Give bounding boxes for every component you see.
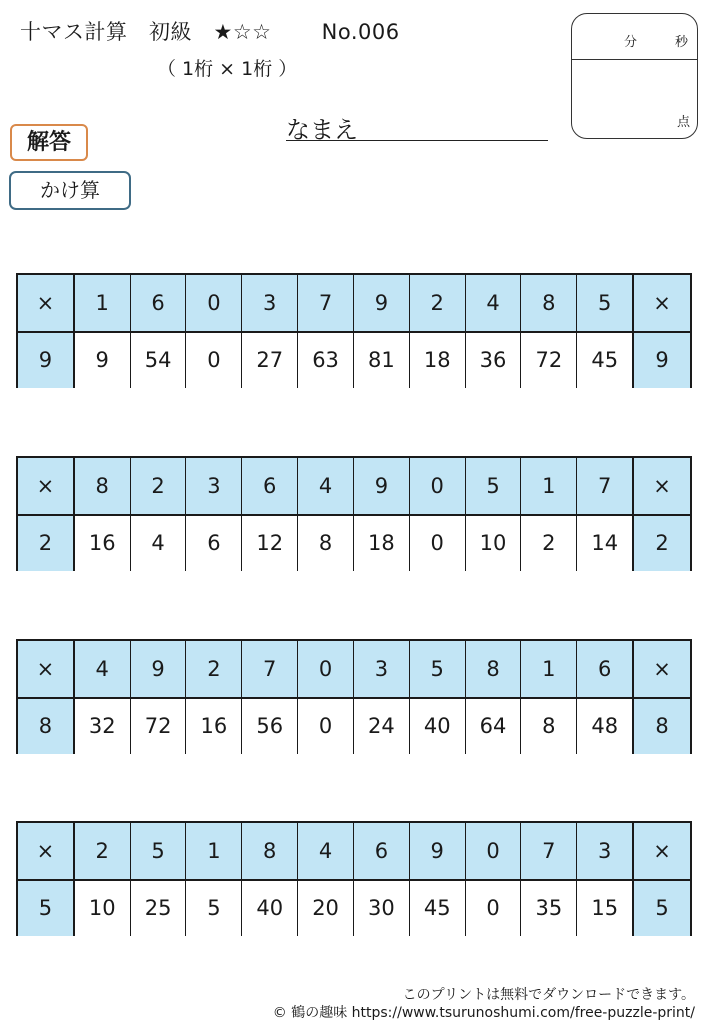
multiplication-grid-1 (16, 273, 692, 388)
answer-row (18, 699, 690, 754)
answer-cell: 2 (521, 516, 577, 571)
answer-cell: 20 (298, 881, 354, 936)
name-label: なまえ (286, 116, 358, 144)
answer-cell: 0 (298, 699, 354, 754)
answer-cell: 36 (466, 333, 522, 388)
worksheet-subtitle: （ 1桁 × 1桁 ） (157, 58, 298, 80)
answer-cell: 0 (186, 333, 242, 388)
header-number: 9 (410, 823, 466, 879)
seconds-label: 秒 (675, 35, 689, 50)
answer-cell: 45 (410, 881, 466, 936)
answer-cell: 14 (577, 516, 633, 571)
multiplier: 2 (18, 516, 75, 571)
footer-copyright-link[interactable]: © 鶴の趣味 https://www.tsurunoshumi.com/free-puzzle-print/ (272, 1005, 695, 1021)
header-number: 3 (577, 823, 633, 879)
header-row (18, 823, 690, 881)
points-label: 点 (677, 115, 691, 130)
header-number: 3 (186, 458, 242, 514)
answer-cell: 40 (410, 699, 466, 754)
header-number: 8 (75, 458, 131, 514)
header-number: 7 (521, 823, 577, 879)
multiply-symbol: × (633, 275, 690, 331)
answer-cell: 8 (521, 699, 577, 754)
header-number: 7 (242, 641, 298, 697)
answer-cell: 35 (521, 881, 577, 936)
multiplication-grid-2 (16, 456, 692, 571)
multiplier: 9 (18, 333, 75, 388)
multiply-symbol: × (633, 641, 690, 697)
answer-cell: 63 (298, 333, 354, 388)
answer-cell: 12 (242, 516, 298, 571)
answer-row (18, 881, 690, 936)
answer-cell: 16 (186, 699, 242, 754)
answer-cell: 18 (410, 333, 466, 388)
header-number: 5 (410, 641, 466, 697)
answer-cell: 10 (466, 516, 522, 571)
header-number: 6 (577, 641, 633, 697)
header-number: 0 (298, 641, 354, 697)
header-number: 0 (466, 823, 522, 879)
header-number: 2 (75, 823, 131, 879)
answer-row (18, 333, 690, 388)
header-number: 5 (577, 275, 633, 331)
answer-cell: 0 (466, 881, 522, 936)
header-row (18, 641, 690, 699)
answer-cell: 5 (186, 881, 242, 936)
multiply-symbol: × (633, 823, 690, 879)
answer-cell: 0 (410, 516, 466, 571)
minutes-label: 分 (624, 35, 638, 50)
answer-cell: 54 (131, 333, 187, 388)
answer-cell: 25 (131, 881, 187, 936)
header-number: 6 (131, 275, 187, 331)
header-number: 4 (298, 458, 354, 514)
multiplier: 2 (633, 516, 690, 571)
answer-cell: 8 (298, 516, 354, 571)
answer-cell: 4 (131, 516, 187, 571)
header-number: 2 (410, 275, 466, 331)
header-number: 8 (466, 641, 522, 697)
header-number: 4 (298, 823, 354, 879)
header-number: 2 (131, 458, 187, 514)
answer-cell: 15 (577, 881, 633, 936)
header-number: 2 (186, 641, 242, 697)
answer-cell: 27 (242, 333, 298, 388)
multiply-symbol: × (18, 641, 75, 697)
answer-cell: 81 (354, 333, 410, 388)
name-input-line[interactable] (286, 140, 548, 141)
header-number: 4 (466, 275, 522, 331)
answer-cell: 40 (242, 881, 298, 936)
header-number: 6 (242, 458, 298, 514)
header-number: 1 (186, 823, 242, 879)
header-number: 9 (131, 641, 187, 697)
multiplier: 8 (633, 699, 690, 754)
header-row (18, 458, 690, 516)
answer-cell: 18 (354, 516, 410, 571)
header-number: 8 (521, 275, 577, 331)
header-number: 4 (75, 641, 131, 697)
answer-cell: 9 (75, 333, 131, 388)
header-number: 1 (521, 458, 577, 514)
header-number: 3 (242, 275, 298, 331)
answer-cell: 30 (354, 881, 410, 936)
multiply-symbol: × (18, 275, 75, 331)
multiplier: 9 (633, 333, 690, 388)
answer-cell: 64 (466, 699, 522, 754)
category-badge: かけ算 (9, 171, 131, 210)
header-number: 6 (354, 823, 410, 879)
answer-cell: 45 (577, 333, 633, 388)
answer-cell: 16 (75, 516, 131, 571)
header-number: 0 (186, 275, 242, 331)
header-number: 5 (466, 458, 522, 514)
multiply-symbol: × (633, 458, 690, 514)
answer-cell: 24 (354, 699, 410, 754)
answer-cell: 6 (186, 516, 242, 571)
answer-cell: 10 (75, 881, 131, 936)
header-number: 5 (131, 823, 187, 879)
header-number: 7 (298, 275, 354, 331)
multiplier: 5 (18, 881, 75, 936)
header-number: 8 (242, 823, 298, 879)
multiply-symbol: × (18, 458, 75, 514)
header-number: 9 (354, 458, 410, 514)
header-number: 7 (577, 458, 633, 514)
header-number: 1 (521, 641, 577, 697)
header-number: 0 (410, 458, 466, 514)
answer-cell: 32 (75, 699, 131, 754)
multiply-symbol: × (18, 823, 75, 879)
answer-row (18, 516, 690, 571)
multiplier: 5 (633, 881, 690, 936)
header-row (18, 275, 690, 333)
multiplication-grid-4 (16, 821, 692, 936)
answer-badge: 解答 (10, 124, 88, 161)
score-divider (572, 59, 697, 60)
header-number: 1 (75, 275, 131, 331)
score-box (571, 13, 698, 139)
multiplication-grid-3 (16, 639, 692, 754)
answer-cell: 48 (577, 699, 633, 754)
footer-notice: このプリントは無料でダウンロードできます。 (402, 987, 695, 1003)
answer-cell: 56 (242, 699, 298, 754)
answer-cell: 72 (131, 699, 187, 754)
multiplier: 8 (18, 699, 75, 754)
worksheet-title: 十マス計算 初級 ★☆☆ No.006 (20, 20, 400, 44)
header-number: 9 (354, 275, 410, 331)
header-number: 3 (354, 641, 410, 697)
answer-cell: 72 (521, 333, 577, 388)
